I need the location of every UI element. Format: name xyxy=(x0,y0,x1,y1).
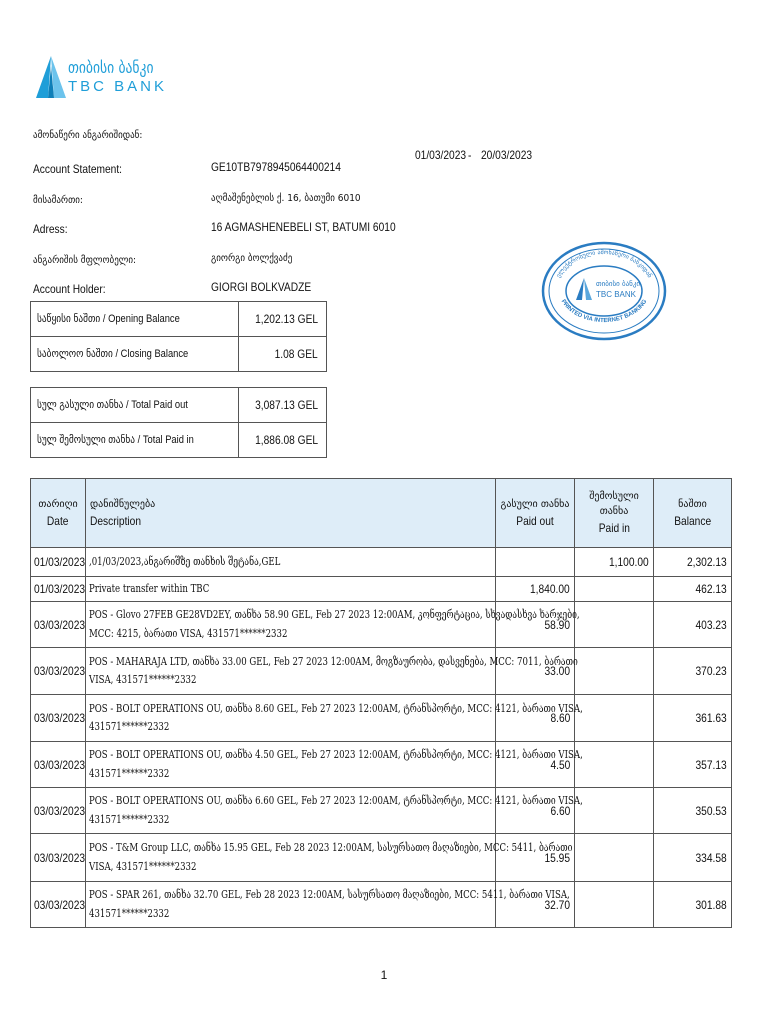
col-header-paid-out-en: Paid out xyxy=(516,513,554,528)
row-description-line: 431571******2332 xyxy=(89,766,170,780)
row-paid-in xyxy=(575,834,654,882)
row-description-line: POS - BOLT OPERATIONS OU, თანხა 6.60 GEL, Feb 27 2023 12:00AM, ტრანსპორტი, MCC: 4121, ბარათი VISA, xyxy=(89,794,583,808)
holder-label-geo: ანგარიშის მფლობელი: xyxy=(33,255,137,266)
row-balance xyxy=(654,788,732,834)
col-header-date-en: Date xyxy=(47,513,69,528)
row-date-text: 03/03/2023 xyxy=(34,803,86,818)
address-label-geo: მისამართი: xyxy=(33,195,83,206)
holder-en: GIORGI BOLKVADZE xyxy=(211,280,312,294)
row-paid-out-text: 15.95 xyxy=(544,850,570,865)
row-date-text: 03/03/2023 xyxy=(34,664,86,678)
closing-balance-value: 1.08 GEL xyxy=(274,347,318,361)
total-paid-in-row xyxy=(31,423,326,457)
row-date-text: 03/03/2023 xyxy=(34,897,86,912)
row-paid-in xyxy=(575,577,654,602)
row-description-line: VISA, 431571******2332 xyxy=(89,673,197,686)
row-description-line: VISA, 431571******2332 xyxy=(89,859,197,873)
row-balance-text: 334.58 xyxy=(695,850,727,865)
tbc-logo-icon xyxy=(36,56,66,98)
row-paid-in xyxy=(575,648,654,695)
address-en: 16 AGMASHENEBELI ST, BATUMI 6010 xyxy=(211,220,396,234)
col-header-date-geo: თარიღი xyxy=(38,498,78,510)
row-date xyxy=(31,742,86,788)
holder-label-en: Account Holder: xyxy=(33,282,106,296)
row-date-text: 03/03/2023 xyxy=(34,850,86,865)
row-date xyxy=(31,695,86,742)
row-balance-text: 361.63 xyxy=(695,711,727,725)
table-row xyxy=(31,742,732,788)
stamp-center-geo: თიბისი ბანკი xyxy=(596,280,641,288)
row-paid-in xyxy=(575,695,654,742)
row-date xyxy=(31,577,86,602)
total-paid-in-value: 1,886.08 GEL xyxy=(255,433,318,447)
row-description-line: POS - BOLT OPERATIONS OU, თანხა 4.50 GEL, Feb 27 2023 12:00AM, ტრანსპორტი, MCC: 4121, ბარათი VISA, xyxy=(89,748,583,762)
row-balance-text: 2,302.13 xyxy=(687,555,727,569)
page-number: 1 xyxy=(380,968,388,982)
bank-name-en: TBC BANK xyxy=(68,78,168,95)
row-description-line: 431571******2332 xyxy=(89,906,170,920)
table-row xyxy=(31,695,732,742)
row-paid-out xyxy=(496,577,575,602)
row-description-line: Private transfer within TBC xyxy=(89,581,210,595)
col-header-description-en: Description xyxy=(90,513,142,528)
row-balance-text: 301.88 xyxy=(695,897,727,912)
row-description-line: MCC: 4215, ბარათი VISA, 431571******2332 xyxy=(89,626,288,640)
row-paid-out-text: 58.90 xyxy=(544,617,570,632)
row-balance xyxy=(654,695,732,742)
row-paid-out-text: 4.50 xyxy=(550,757,570,772)
row-description-line: POS - SPAR 261, თანხა 32.70 GEL, Feb 28 2023 12:00AM, სასურსათო მაღაზიები, MCC: 5411, ბარათი VISA, xyxy=(89,888,570,902)
transactions-table xyxy=(30,478,732,928)
row-description xyxy=(86,834,573,882)
col-header-paid-in-en: Paid in xyxy=(598,521,630,535)
closing-balance-row xyxy=(31,337,326,371)
col-header-balance xyxy=(654,479,732,548)
table-header-row xyxy=(31,479,732,548)
row-paid-out-text: 8.60 xyxy=(550,711,570,725)
stamp-center-en: TBC BANK xyxy=(596,290,637,299)
balances-box xyxy=(30,301,327,372)
table-row xyxy=(31,548,732,577)
row-description xyxy=(86,742,583,788)
statement-title-geo: ამონაწერი ანგარიშიდან: xyxy=(33,130,143,141)
tbc-logo xyxy=(36,56,168,102)
row-balance xyxy=(654,834,732,882)
row-paid-in xyxy=(575,742,654,788)
col-header-date xyxy=(31,479,86,548)
row-date xyxy=(31,548,86,577)
row-description xyxy=(86,602,580,648)
opening-balance-row xyxy=(31,302,326,337)
svg-text:ელექტრონული ამონაწერი ბანკიდან xyxy=(555,249,653,279)
row-balance-text: 370.23 xyxy=(695,664,727,678)
row-date xyxy=(31,602,86,648)
row-balance-text: 403.23 xyxy=(695,617,727,632)
row-paid-in xyxy=(575,602,654,648)
row-paid-in xyxy=(575,882,654,928)
stamp-ring-top: ელექტრონული ამონაწერი ბანკიდან xyxy=(554,248,654,280)
address-geo: აღმაშენებლის ქ. 16, ბათუმი 6010 xyxy=(211,193,361,204)
row-description xyxy=(86,648,578,695)
closing-balance-label: საბოლოო ნაშთი / Closing Balance xyxy=(37,348,189,360)
col-header-description-geo: დანიშნულება xyxy=(90,498,156,510)
row-description-line: POS - T&M Group LLC, თანხა 15.95 GEL, Feb 28 2023 12:00AM, სასურსათო მაღაზიები, MCC: 5411, ბარათი xyxy=(89,841,573,855)
row-paid-in xyxy=(575,788,654,834)
row-description xyxy=(86,577,496,602)
table-row xyxy=(31,882,732,928)
opening-balance-label: საწყისი ნაშთი / Opening Balance xyxy=(37,313,180,325)
row-description xyxy=(86,695,583,742)
totals-box xyxy=(30,387,327,458)
row-description-line: 431571******2332 xyxy=(89,812,170,826)
period-from: 01/03/2023 xyxy=(415,148,467,162)
row-paid-out-text: 33.00 xyxy=(544,664,570,678)
holder-geo: გიორგი ბოლქვაძე xyxy=(211,253,293,264)
row-date xyxy=(31,788,86,834)
row-paid-out-text: 32.70 xyxy=(544,897,570,912)
table-row xyxy=(31,648,732,695)
row-date-text: 03/03/2023 xyxy=(34,617,86,632)
row-description-line: ,01/03/2023,ანგარიშზე თანხის შეტანა,GEL xyxy=(89,554,281,568)
row-date-text: 03/03/2023 xyxy=(34,711,86,725)
row-paid-out-text: 6.60 xyxy=(550,803,570,818)
total-paid-in-label: სულ შემოსული თანხა / Total Paid in xyxy=(37,434,194,446)
table-row xyxy=(31,577,732,602)
row-balance xyxy=(654,648,732,695)
col-header-paid-out-geo: გასული თანხა xyxy=(500,498,570,510)
table-row xyxy=(31,602,732,648)
bank-stamp xyxy=(540,240,668,342)
row-description-line: POS - Glovo 27FEB GE28VD2EY, თანხა 58.90 GEL, Feb 27 2023 12:00AM, კონფერტაცია, სხვადასხვა ხარჯები, xyxy=(89,608,580,622)
row-paid-in xyxy=(575,548,654,577)
row-paid-out-text: 1,840.00 xyxy=(530,582,570,596)
row-date-text: 01/03/2023 xyxy=(34,582,86,596)
row-balance-text: 350.53 xyxy=(695,803,727,818)
row-description xyxy=(86,882,570,928)
table-row xyxy=(31,788,732,834)
row-description-line: POS - MAHARAJA LTD, თანხა 33.00 GEL, Feb 27 2023 12:00AM, მოგზაურობა, დასვენება, MCC: 7011, ბარათი xyxy=(89,654,578,668)
row-balance xyxy=(654,882,732,928)
stamp-ring-bottom: PRINTED VIA INTERNET BANKING xyxy=(559,298,649,325)
total-paid-out-row xyxy=(31,388,326,423)
col-header-paid-in-geo: შემოსული თანხა xyxy=(589,491,639,517)
row-balance-text: 357.13 xyxy=(695,757,727,772)
row-description-line: 431571******2332 xyxy=(89,720,170,733)
total-paid-out-label: სულ გასული თანხა / Total Paid out xyxy=(37,399,188,411)
svg-text:PRINTED VIA INTERNET BANKING xyxy=(560,298,649,324)
row-balance xyxy=(654,742,732,788)
row-date xyxy=(31,882,86,928)
row-description-line: POS - BOLT OPERATIONS OU, თანხა 8.60 GEL, Feb 27 2023 12:00AM, ტრანსპორტი, MCC: 4121, ბარათი VISA, xyxy=(89,701,583,715)
row-description xyxy=(86,788,583,834)
row-date xyxy=(31,648,86,695)
col-header-paid-out xyxy=(496,479,575,548)
period-to: 20/03/2023 xyxy=(481,148,533,162)
table-row xyxy=(31,834,732,882)
account-number: GE10TB7978945064400214 xyxy=(211,160,341,174)
col-header-paid-in xyxy=(575,479,654,548)
row-date-text: 01/03/2023 xyxy=(34,555,86,569)
row-balance-text: 462.13 xyxy=(695,582,727,596)
address-label-en: Adress: xyxy=(33,222,68,236)
bank-name-geo: თიბისი ბანკი xyxy=(68,58,154,77)
col-header-balance-en: Balance xyxy=(674,513,711,528)
row-balance xyxy=(654,548,732,577)
row-date xyxy=(31,834,86,882)
statement-title-en: Account Statement: xyxy=(33,162,123,176)
period-separator: - xyxy=(468,148,472,162)
stamp-seal-icon xyxy=(540,240,668,342)
row-balance xyxy=(654,577,732,602)
row-description xyxy=(86,548,496,577)
row-paid-out xyxy=(496,548,575,577)
col-header-balance-geo: ნაშთი xyxy=(678,498,707,510)
col-header-description xyxy=(86,479,496,548)
opening-balance-value: 1,202.13 GEL xyxy=(255,312,318,326)
row-paid-in-text: 1,100.00 xyxy=(609,555,649,569)
row-date-text: 03/03/2023 xyxy=(34,757,86,772)
total-paid-out-value: 3,087.13 GEL xyxy=(255,398,318,412)
row-balance xyxy=(654,602,732,648)
